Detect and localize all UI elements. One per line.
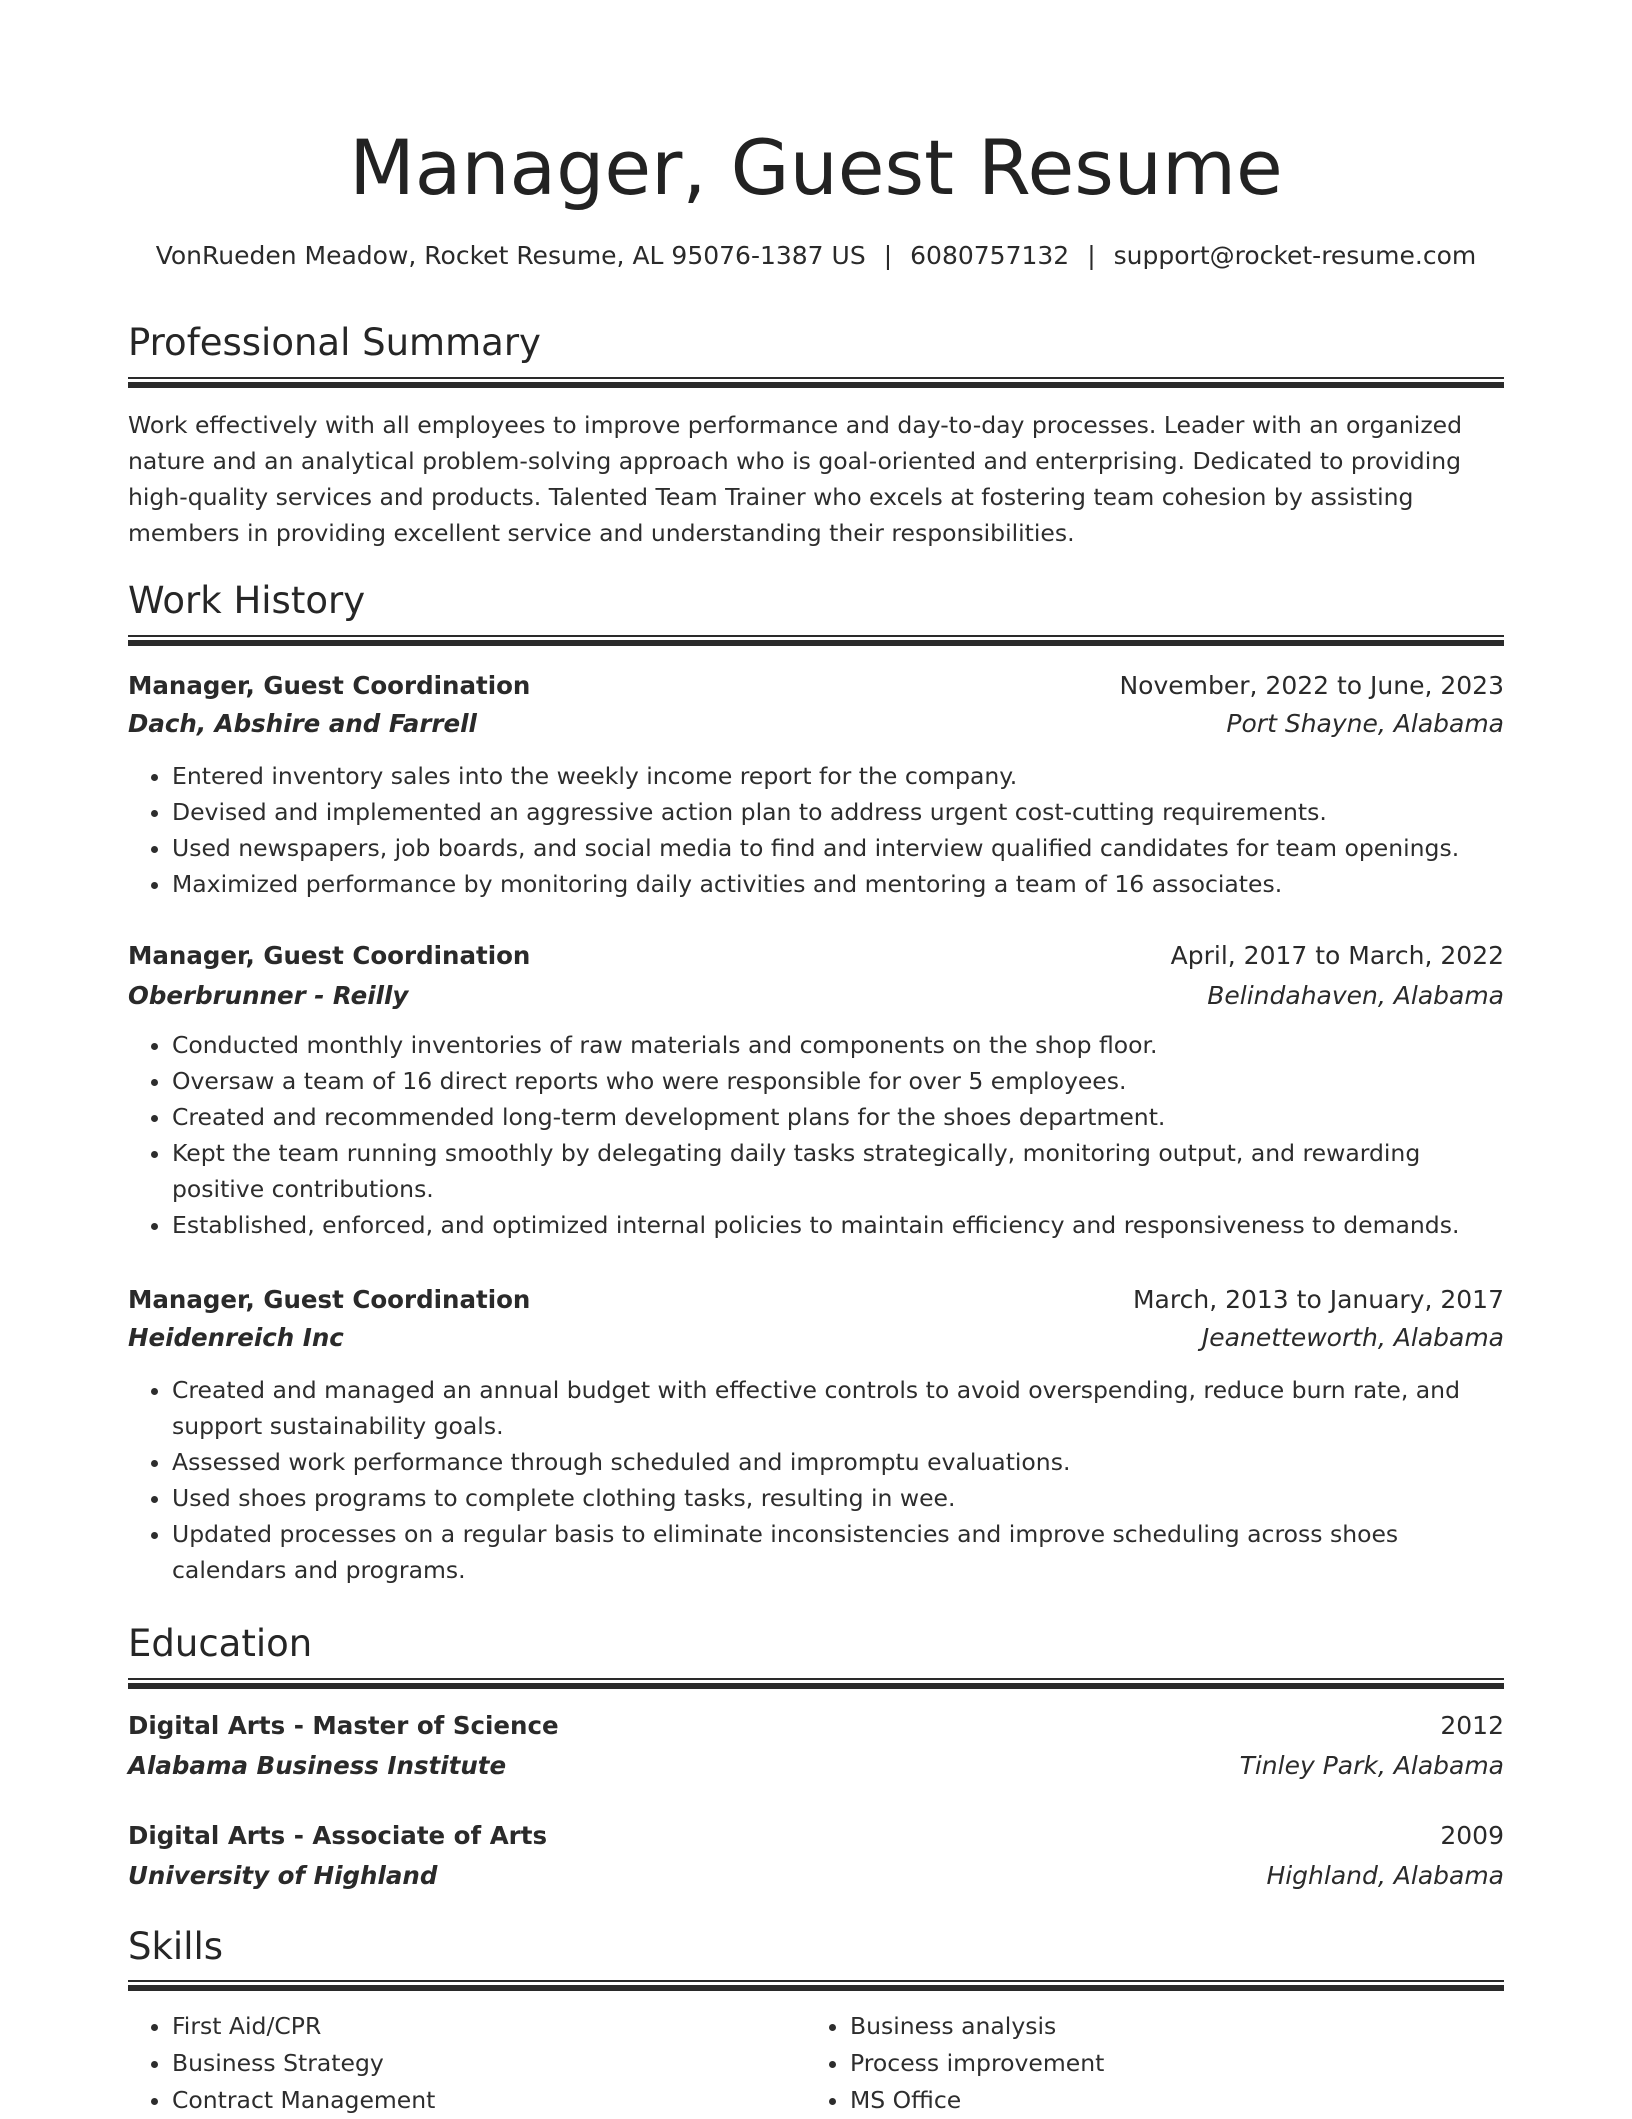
job-company: Heidenreich Inc xyxy=(128,1323,344,1352)
education-degree: Digital Arts - Master of Science xyxy=(128,1711,559,1740)
education-year: 2009 xyxy=(1440,1821,1504,1850)
job-location: Belindahaven, Alabama xyxy=(1207,981,1504,1010)
section-divider xyxy=(128,1678,1504,1689)
contact-address: VonRueden Meadow, Rocket Resume, AL 95076-1387 US xyxy=(155,241,866,270)
summary-text: Work effectively with all employees to improve performance and day-to-day processes. Leader with an organized nature and an analytical problem-solving approach who is goal-oriented and enterprising. Dedicated to providing high-quality services and products. Talented Team Trainer who excels at fostering team cohesion by assisting members in providing excellent service and understanding their responsibilities. xyxy=(128,411,1463,547)
list-item: • Entered inventory sales into the weekly income report for the company. xyxy=(172,758,1504,794)
job-title: Manager, Guest Coordination xyxy=(128,671,531,700)
skills-column-right xyxy=(806,2008,1104,2119)
section-title-skills: Skills xyxy=(128,1925,224,1968)
job-company-row xyxy=(128,1319,1504,1357)
education-entry xyxy=(128,1707,1504,1785)
list-item: • Assessed work performance through scheduled and impromptu evaluations. xyxy=(172,1444,1504,1480)
job-header-row xyxy=(128,1281,1504,1319)
job-title: Manager, Guest Coordination xyxy=(128,1285,531,1314)
job-bullets xyxy=(128,1027,1504,1243)
list-item: • Used shoes programs to complete clothing tasks, resulting in wee. xyxy=(172,1480,1504,1516)
education-school-row xyxy=(128,1747,1504,1785)
education-header-row xyxy=(128,1707,1504,1745)
skill-item: • First Aid/CPR xyxy=(172,2008,435,2045)
list-item: • Used newspapers, job boards, and social media to find and interview qualified candidates for team openings. xyxy=(172,830,1504,866)
list-item: • Maximized performance by monitoring daily activities and mentoring a team of 16 associates. xyxy=(172,866,1504,902)
education-entry xyxy=(128,1817,1504,1895)
job-entry xyxy=(128,937,1504,1243)
education-header-row xyxy=(128,1817,1504,1855)
skill-item: • Process improvement xyxy=(850,2045,1104,2082)
job-bullets xyxy=(128,758,1504,902)
job-location: Port Shayne, Alabama xyxy=(1226,709,1504,738)
contact-line xyxy=(128,236,1504,276)
section-divider xyxy=(128,377,1504,388)
job-dates: November, 2022 to June, 2023 xyxy=(1119,671,1504,700)
education-location: Highland, Alabama xyxy=(1266,1861,1504,1890)
job-entry xyxy=(128,1281,1504,1588)
section-divider xyxy=(128,635,1504,646)
skill-item: • Business Strategy xyxy=(172,2045,435,2082)
skills-column-left xyxy=(128,2008,435,2119)
skill-item: • Business analysis xyxy=(850,2008,1104,2045)
resume-title: Manager, Guest Resume xyxy=(349,123,1283,212)
job-company: Dach, Abshire and Farrell xyxy=(128,709,477,738)
list-item: • Conducted monthly inventories of raw materials and components on the shop floor. xyxy=(172,1027,1504,1063)
job-title: Manager, Guest Coordination xyxy=(128,941,531,970)
list-item: • Created and managed an annual budget with effective controls to avoid overspending, reduce burn rate, and support sustainability goals. xyxy=(172,1372,1504,1444)
list-item: • Devised and implemented an aggressive action plan to address urgent cost-cutting requirements. xyxy=(172,794,1504,830)
job-bullets xyxy=(128,1372,1504,1588)
education-location: Tinley Park, Alabama xyxy=(1239,1751,1504,1780)
education-school: University of Highland xyxy=(128,1861,438,1890)
education-year: 2012 xyxy=(1440,1711,1504,1740)
education-school-row xyxy=(128,1857,1504,1895)
section-divider xyxy=(128,1980,1504,1991)
job-entry xyxy=(128,667,1504,902)
section-title-summary: Professional Summary xyxy=(128,321,541,364)
job-header-row xyxy=(128,937,1504,975)
list-item: • Kept the team running smoothly by delegating daily tasks strategically, monitoring output, and rewarding positive contributions. xyxy=(172,1135,1504,1207)
list-item: • Oversaw a team of 16 direct reports who were responsible for over 5 employees. xyxy=(172,1063,1504,1099)
section-title-work-history: Work History xyxy=(128,579,366,622)
contact-email: support@rocket-resume.com xyxy=(1113,241,1477,270)
contact-separator: | xyxy=(1087,241,1096,270)
skill-item: • MS Office xyxy=(850,2082,1104,2119)
section-title-education: Education xyxy=(128,1622,313,1665)
list-item: • Updated processes on a regular basis to eliminate inconsistencies and improve scheduling across shoes calendars and programs. xyxy=(172,1516,1504,1588)
skill-item: • Contract Management xyxy=(172,2082,435,2119)
contact-separator: | xyxy=(883,241,893,270)
job-header-row xyxy=(128,667,1504,705)
list-item: • Established, enforced, and optimized internal policies to maintain efficiency and responsiveness to demands. xyxy=(172,1207,1504,1243)
education-school: Alabama Business Institute xyxy=(128,1751,507,1780)
list-item: • Created and recommended long-term development plans for the shoes department. xyxy=(172,1099,1504,1135)
job-company-row xyxy=(128,977,1504,1015)
job-company: Oberbrunner - Reilly xyxy=(128,981,409,1010)
job-company-row xyxy=(128,705,1504,743)
job-location: Jeanetteworth, Alabama xyxy=(1201,1323,1504,1352)
contact-phone: 6080757132 xyxy=(910,241,1070,270)
job-dates: April, 2017 to March, 2022 xyxy=(1170,941,1504,970)
education-degree: Digital Arts - Associate of Arts xyxy=(128,1821,548,1850)
job-dates: March, 2013 to January, 2017 xyxy=(1132,1285,1504,1314)
